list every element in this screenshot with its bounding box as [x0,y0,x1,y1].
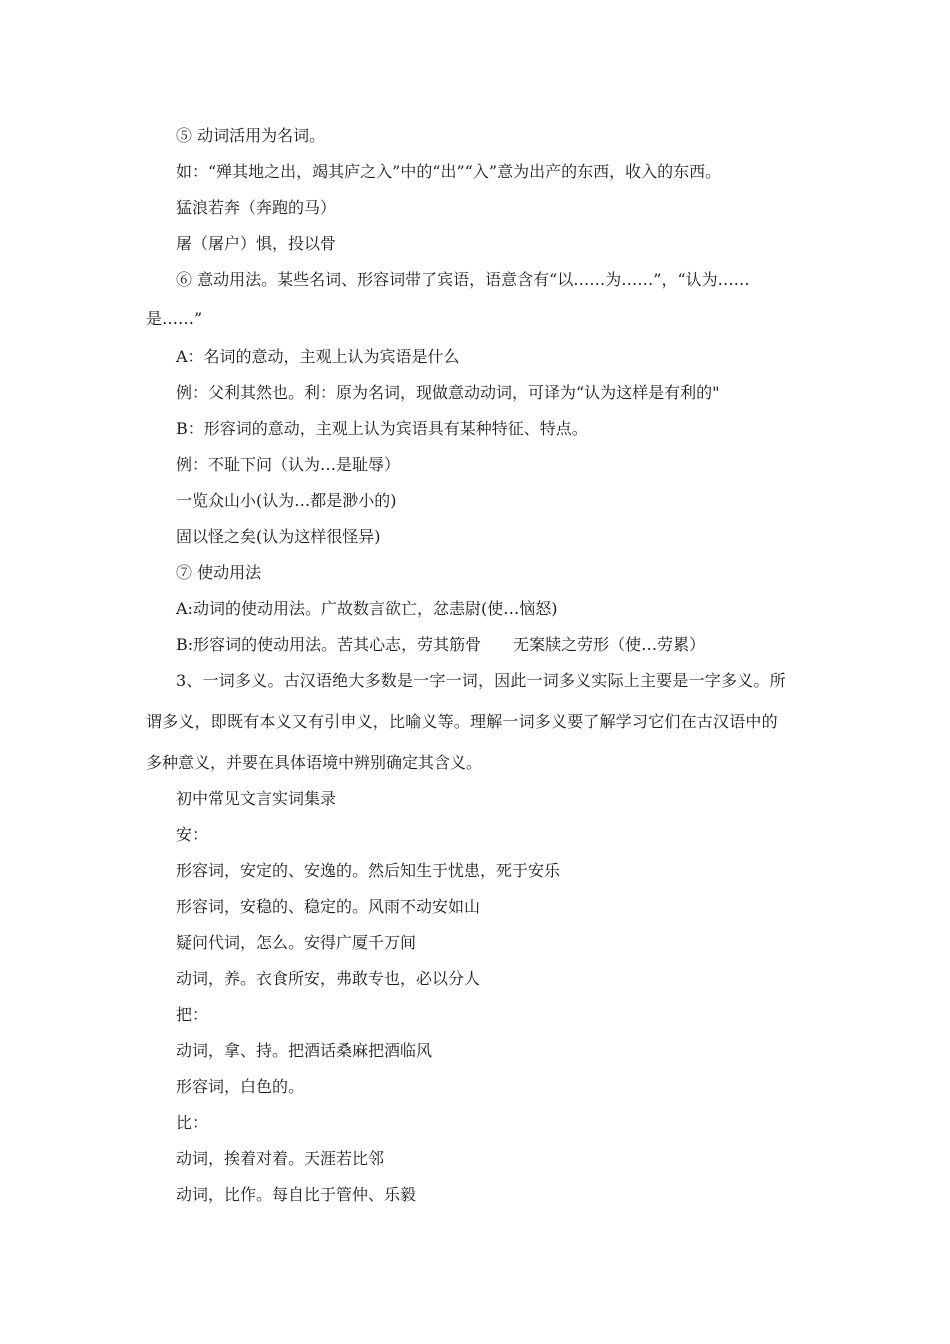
text-line: 动词，挨着对着。天涯若比邻 [176,1149,385,1168]
text-line: 形容词，安稳的、稳定的。风雨不动安如山 [176,897,481,916]
text-line: 如：“殚其地之出，竭其庐之入”中的“出”“入”意为出产的东西，收入的东西。 [176,162,722,181]
text-line: A：名词的意动，主观上认为宾语是什么 [176,347,460,366]
text-line: 动词，拿、持。把酒话桑麻把酒临风 [176,1041,433,1060]
text-line: 初中常见文言实词集录 [176,789,337,808]
text-line: 例：不耻下问（认为…是耻辱） [176,455,401,474]
text-line: B:形容词的使动用法。苦其心志，劳其筋骨 无案牍之劳形（使…劳累） [176,635,706,654]
text-line: 一览众山小(认为…都是渺小的) [176,491,397,510]
text-line: 安： [176,825,209,844]
text-line: 谓多义，即既有本义又有引申义，比喻义等。理解一词多义要了解学习它们在古汉语中的 [146,712,778,731]
text-line: 3、一词多义。古汉语绝大多数是一字一词，因此一词多义实际上主要是一字多义。所 [176,671,786,690]
text-line: B：形容词的意动，主观上认为宾语具有某种特征、特点。 [176,419,588,438]
text-line: 形容词，白色的。 [176,1077,305,1096]
text-line: 动词，养。衣食所安，弗敢专也，必以分人 [176,969,481,988]
text-line: 动词，比作。每自比于管仲、乐毅 [176,1185,417,1204]
text-line: ⑤ 动词活用为名词。 [176,126,326,145]
text-line: 形容词，安定的、安逸的。然后知生于忧患，死于安乐 [176,861,561,880]
text-line: 多种意义，并要在具体语境中辨别确定其含义。 [146,753,483,772]
text-line: 比： [176,1113,209,1132]
text-line: 是……” [146,309,203,328]
text-line: 固以怪之矣(认为这样很怪异) [176,527,381,546]
text-line: 例：父利其然也。利：原为名词，现做意动动词，可译为“认为这样是有利的" [176,383,720,402]
text-line: ⑥ 意动用法。某些名词、形容词带了宾语，语意含有“以……为……”，“认为…… [176,270,750,289]
text-line: 屠（屠户）惧，投以骨 [176,234,337,253]
text-line: A:动词的使动用法。广故数言欲亡，忿恚尉(使…恼怒) [176,599,558,618]
text-line: 把： [176,1005,209,1024]
text-line: ⑦ 使动用法 [176,563,262,582]
text-line: 猛浪若奔（奔跑的马） [176,198,337,217]
text-line: 疑问代词，怎么。安得广厦千万间 [176,933,417,952]
